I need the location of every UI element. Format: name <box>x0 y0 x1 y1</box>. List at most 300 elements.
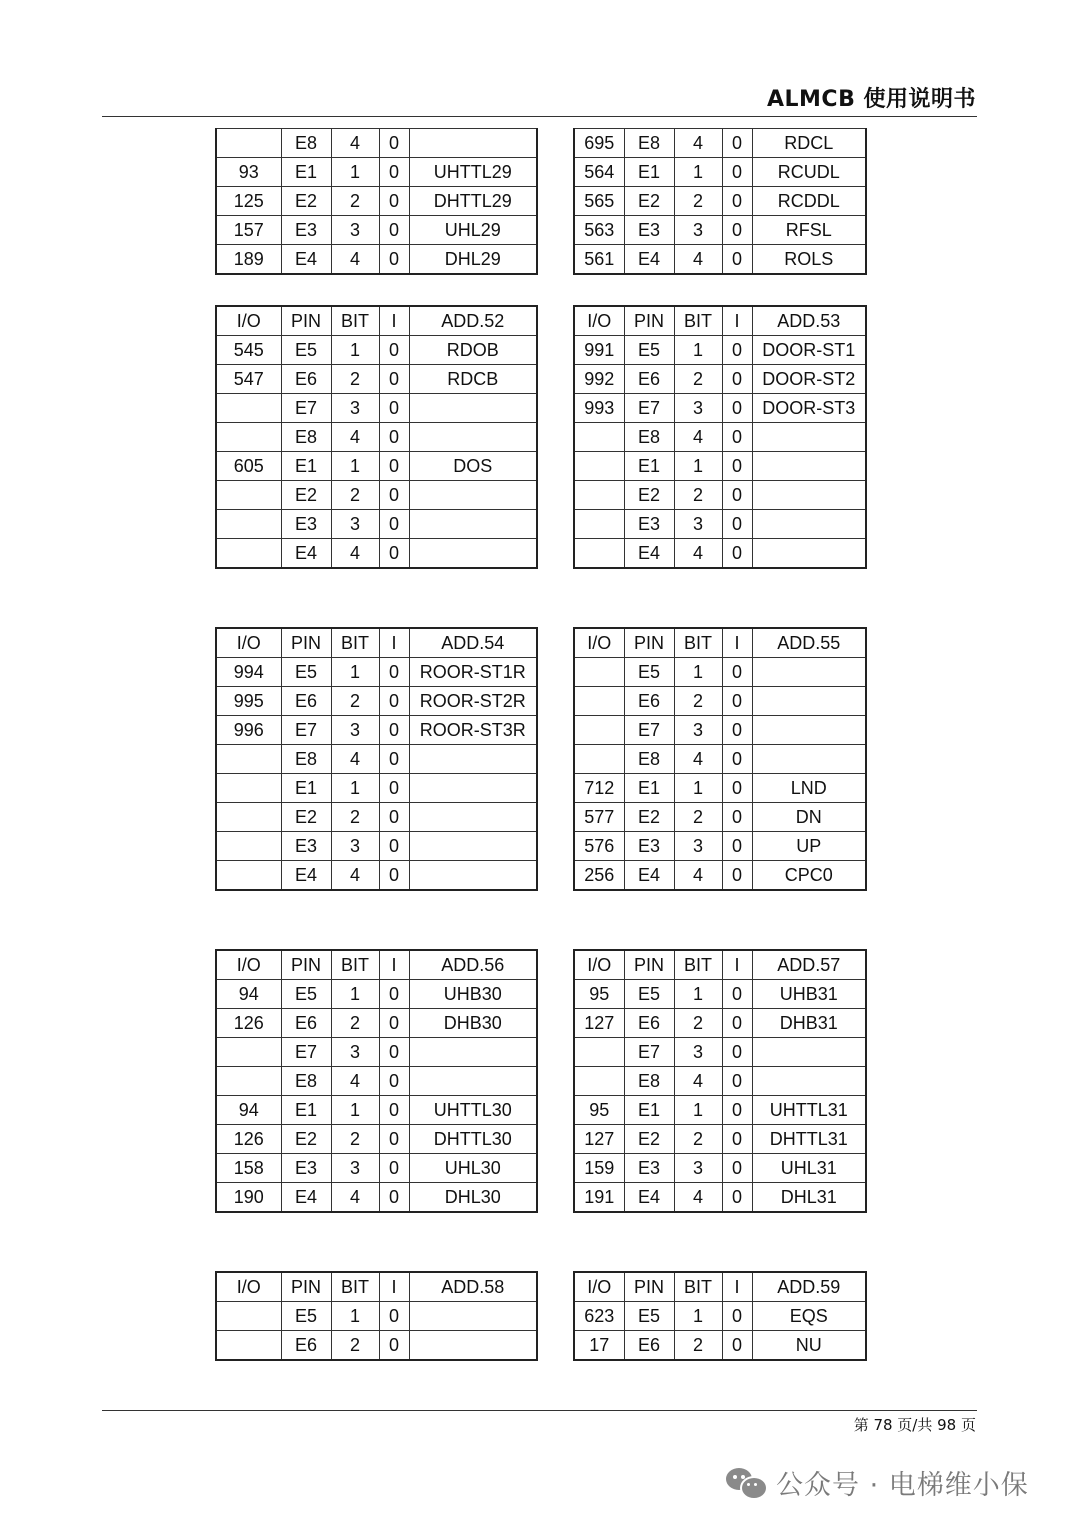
table-cell: LND <box>752 774 866 803</box>
table-cell: 0 <box>379 861 409 891</box>
table-cell: RDCL <box>752 129 866 158</box>
table-cell: DOOR-ST1 <box>752 336 866 365</box>
table-cell: 0 <box>722 187 752 216</box>
table-row <box>216 1331 537 1361</box>
table-cell: 190 <box>216 1183 281 1213</box>
table-cell <box>409 803 537 832</box>
table-row <box>216 1302 537 1331</box>
table-cell: NU <box>752 1331 866 1361</box>
io-table-add54 <box>215 627 538 891</box>
table-cell: E3 <box>281 216 331 245</box>
table-row <box>574 452 866 481</box>
table-cell: 0 <box>379 1096 409 1125</box>
table-cell: 1 <box>331 658 379 687</box>
table-cell: 3 <box>674 1038 722 1067</box>
table-cell <box>574 745 624 774</box>
table-cell: 0 <box>722 423 752 452</box>
table-cell: 0 <box>722 1125 752 1154</box>
table-cell: 159 <box>574 1154 624 1183</box>
table-cell: 0 <box>722 216 752 245</box>
table-cell: 0 <box>379 394 409 423</box>
table-cell: 0 <box>379 187 409 216</box>
table-row <box>574 980 866 1009</box>
table-cell: UP <box>752 832 866 861</box>
table-cell: 2 <box>331 803 379 832</box>
column-header: I <box>722 950 752 980</box>
table-cell: E3 <box>281 832 331 861</box>
table-cell: 95 <box>574 980 624 1009</box>
table-cell: E1 <box>624 158 674 187</box>
table-cell: 0 <box>379 832 409 861</box>
table-cell: 0 <box>722 832 752 861</box>
table-cell: 3 <box>331 1154 379 1183</box>
table-cell: E8 <box>624 129 674 158</box>
table-row <box>574 129 866 158</box>
io-table-add53 <box>573 305 867 569</box>
table-cell: E4 <box>281 539 331 569</box>
table-cell: 3 <box>331 216 379 245</box>
table-cell: 2 <box>331 481 379 510</box>
table-cell: DHB31 <box>752 1009 866 1038</box>
table-cell: 2 <box>674 365 722 394</box>
table-cell <box>409 1331 537 1361</box>
table-cell: 2 <box>331 687 379 716</box>
table-row <box>574 861 866 891</box>
table-cell <box>409 129 537 158</box>
address-header: ADD.57 <box>752 950 866 980</box>
table-cell: 0 <box>722 336 752 365</box>
table-cell: E2 <box>624 481 674 510</box>
table-cell: 0 <box>379 1009 409 1038</box>
table-row <box>216 832 537 861</box>
table-cell: 0 <box>722 774 752 803</box>
table-cell <box>409 745 537 774</box>
table-cell: E8 <box>624 1067 674 1096</box>
table-cell <box>752 716 866 745</box>
table-cell: 0 <box>379 745 409 774</box>
table-cell: 2 <box>331 1125 379 1154</box>
table-cell: 256 <box>574 861 624 891</box>
table-cell: 2 <box>331 1331 379 1361</box>
table-row <box>216 1067 537 1096</box>
table-cell: E1 <box>281 1096 331 1125</box>
table-cell: E1 <box>624 774 674 803</box>
table-cell: E8 <box>281 423 331 452</box>
table-row <box>216 774 537 803</box>
column-header: BIT <box>674 306 722 336</box>
table-cell: 2 <box>674 1331 722 1361</box>
table-cell: 1 <box>674 452 722 481</box>
table-cell: 0 <box>722 158 752 187</box>
table-cell <box>409 774 537 803</box>
table-cell <box>409 510 537 539</box>
column-header: I/O <box>216 1272 281 1302</box>
table-cell <box>216 861 281 891</box>
table-cell: 126 <box>216 1009 281 1038</box>
table-cell: 995 <box>216 687 281 716</box>
table-cell <box>409 861 537 891</box>
table-cell: 1 <box>331 158 379 187</box>
io-table-add52 <box>215 305 538 569</box>
table-cell: E7 <box>624 1038 674 1067</box>
table-cell: E6 <box>624 1009 674 1038</box>
table-cell <box>409 394 537 423</box>
table-cell: E4 <box>624 861 674 891</box>
table-cell: E8 <box>624 745 674 774</box>
table-row <box>574 336 866 365</box>
table-cell: 189 <box>216 245 281 275</box>
table-cell: ROOR-ST3R <box>409 716 537 745</box>
table-cell: E6 <box>281 365 331 394</box>
table-cell: 0 <box>722 861 752 891</box>
table-cell: 0 <box>379 1067 409 1096</box>
table-cell: 4 <box>331 539 379 569</box>
table-cell: E1 <box>281 158 331 187</box>
table-cell: E4 <box>624 245 674 275</box>
table-cell: 2 <box>331 365 379 394</box>
column-header: PIN <box>281 306 331 336</box>
table-cell: 577 <box>574 803 624 832</box>
table-row <box>574 423 866 452</box>
table-row <box>216 1183 537 1213</box>
table-cell: 3 <box>674 716 722 745</box>
table-cell: DHTTL30 <box>409 1125 537 1154</box>
table-cell: 2 <box>674 1009 722 1038</box>
table-cell: ROOR-ST1R <box>409 658 537 687</box>
table-cell: 994 <box>216 658 281 687</box>
table-cell: 1 <box>331 336 379 365</box>
address-header: ADD.52 <box>409 306 537 336</box>
table-cell: E4 <box>281 245 331 275</box>
table-cell: 4 <box>331 1183 379 1213</box>
table-cell: 3 <box>674 832 722 861</box>
table-row <box>216 1154 537 1183</box>
table-header-row <box>574 306 866 336</box>
table-cell: 0 <box>379 452 409 481</box>
table-cell: 0 <box>722 129 752 158</box>
table-cell: E7 <box>624 394 674 423</box>
table-cell: 0 <box>722 394 752 423</box>
table-cell: E6 <box>624 687 674 716</box>
column-header: PIN <box>281 1272 331 1302</box>
table-cell <box>216 481 281 510</box>
table-cell: 0 <box>379 1331 409 1361</box>
table-cell: E7 <box>281 394 331 423</box>
table-cell: 996 <box>216 716 281 745</box>
table-row <box>216 452 537 481</box>
table-cell <box>216 1331 281 1361</box>
watermark <box>726 1462 1029 1502</box>
table-cell: DHTTL31 <box>752 1125 866 1154</box>
table-row <box>574 1154 866 1183</box>
table-cell: UHL31 <box>752 1154 866 1183</box>
table-cell: 3 <box>674 216 722 245</box>
table-cell <box>752 510 866 539</box>
table-cell: E1 <box>281 774 331 803</box>
table-cell: DHB30 <box>409 1009 537 1038</box>
column-header: BIT <box>674 1272 722 1302</box>
table-cell: 4 <box>331 423 379 452</box>
table-cell: UHL29 <box>409 216 537 245</box>
table-cell <box>216 510 281 539</box>
table-cell: E8 <box>281 1067 331 1096</box>
table-cell: 2 <box>331 187 379 216</box>
table-cell: 0 <box>379 423 409 452</box>
table-cell: E7 <box>624 716 674 745</box>
table-cell: 127 <box>574 1125 624 1154</box>
table-cell: 993 <box>574 394 624 423</box>
table-cell: 605 <box>216 452 281 481</box>
table-cell: E4 <box>624 1183 674 1213</box>
table-row <box>574 774 866 803</box>
table-cell <box>216 394 281 423</box>
table-row <box>216 658 537 687</box>
table-row <box>574 245 866 275</box>
table-row <box>574 832 866 861</box>
table-cell: E8 <box>624 423 674 452</box>
table-cell: 93 <box>216 158 281 187</box>
table-row <box>216 539 537 569</box>
column-header: PIN <box>624 306 674 336</box>
table-row <box>216 803 537 832</box>
table-row <box>216 129 537 158</box>
table-cell: E5 <box>624 1302 674 1331</box>
table-cell: E5 <box>281 1302 331 1331</box>
table-cell: 564 <box>574 158 624 187</box>
table-cell: 0 <box>722 1067 752 1096</box>
table-cell: 0 <box>722 687 752 716</box>
column-header: I/O <box>216 950 281 980</box>
table-row <box>574 716 866 745</box>
column-header: BIT <box>674 628 722 658</box>
column-header: I <box>722 1272 752 1302</box>
table-cell: E2 <box>281 1125 331 1154</box>
table-cell: E1 <box>624 1096 674 1125</box>
table-cell <box>216 774 281 803</box>
table-cell <box>409 1038 537 1067</box>
table-row <box>216 687 537 716</box>
table-cell <box>216 803 281 832</box>
table-cell <box>216 832 281 861</box>
table-row <box>216 365 537 394</box>
table-cell: 0 <box>379 129 409 158</box>
table-cell: 0 <box>379 1302 409 1331</box>
table-cell <box>409 539 537 569</box>
wechat-icon <box>726 1466 766 1498</box>
table-cell: 94 <box>216 1096 281 1125</box>
table-cell: 0 <box>379 1154 409 1183</box>
table-cell: 2 <box>674 687 722 716</box>
watermark-text: 公众号 · 电梯维小保 <box>776 1469 1029 1501</box>
table-row <box>216 861 537 891</box>
column-header: BIT <box>674 950 722 980</box>
table-row <box>216 423 537 452</box>
table-cell: 0 <box>379 365 409 394</box>
table-row <box>574 187 866 216</box>
table-cell: E3 <box>624 832 674 861</box>
table-cell: UHTTL29 <box>409 158 537 187</box>
column-header: I/O <box>574 628 624 658</box>
table-row <box>216 158 537 187</box>
table-cell: 0 <box>379 158 409 187</box>
table-cell <box>216 129 281 158</box>
io-table-add58 <box>215 1271 538 1361</box>
table-cell: 191 <box>574 1183 624 1213</box>
column-header: I/O <box>216 306 281 336</box>
table-cell: DOOR-ST3 <box>752 394 866 423</box>
table-cell: 158 <box>216 1154 281 1183</box>
table-cell <box>574 658 624 687</box>
table-cell: 0 <box>722 245 752 275</box>
table-cell <box>574 423 624 452</box>
column-header: PIN <box>281 628 331 658</box>
table-cell: 0 <box>379 716 409 745</box>
table-row <box>574 658 866 687</box>
table-cell: 94 <box>216 980 281 1009</box>
table-row <box>216 745 537 774</box>
table-header-row <box>574 1272 866 1302</box>
table-cell: UHB31 <box>752 980 866 1009</box>
column-header: I <box>722 306 752 336</box>
table-cell: 0 <box>379 980 409 1009</box>
table-cell: E4 <box>281 1183 331 1213</box>
table-row <box>216 336 537 365</box>
io-table-add55 <box>573 627 867 891</box>
table-cell: ROOR-ST2R <box>409 687 537 716</box>
column-header: I/O <box>574 1272 624 1302</box>
header-divider <box>102 116 977 117</box>
table-cell: E8 <box>281 129 331 158</box>
table-row <box>574 1125 866 1154</box>
table-cell <box>574 452 624 481</box>
table-cell: 0 <box>722 658 752 687</box>
table-cell: 0 <box>722 452 752 481</box>
table-cell: 1 <box>331 1096 379 1125</box>
table-header-row <box>216 1272 537 1302</box>
table-cell: 4 <box>674 423 722 452</box>
table-cell: RDCB <box>409 365 537 394</box>
column-header: I <box>722 628 752 658</box>
table-cell: 0 <box>379 1038 409 1067</box>
table-cell <box>574 687 624 716</box>
table-cell <box>216 1038 281 1067</box>
table-cell: 0 <box>722 1183 752 1213</box>
footer-divider <box>102 1410 977 1411</box>
table-cell: 0 <box>722 481 752 510</box>
table-cell: RCDDL <box>752 187 866 216</box>
table-cell <box>574 1038 624 1067</box>
table-cell: 3 <box>331 832 379 861</box>
table-cell: 0 <box>722 1154 752 1183</box>
column-header: BIT <box>331 628 379 658</box>
table-cell: 1 <box>331 774 379 803</box>
table-cell: E5 <box>624 336 674 365</box>
table-row <box>216 1038 537 1067</box>
table-cell: 4 <box>331 129 379 158</box>
table-cell: 0 <box>722 745 752 774</box>
table-cell: 0 <box>722 1096 752 1125</box>
table-cell: EQS <box>752 1302 866 1331</box>
table-cell <box>216 1302 281 1331</box>
table-cell: E3 <box>281 510 331 539</box>
table-cell: 0 <box>379 539 409 569</box>
address-header: ADD.55 <box>752 628 866 658</box>
table-cell: E2 <box>281 803 331 832</box>
table-cell: 712 <box>574 774 624 803</box>
table-cell <box>752 481 866 510</box>
table-cell: 0 <box>379 245 409 275</box>
table-cell: 1 <box>331 1302 379 1331</box>
table-cell: 1 <box>674 1302 722 1331</box>
table-cell: E3 <box>624 216 674 245</box>
table-cell <box>752 539 866 569</box>
table-cell: DOS <box>409 452 537 481</box>
table-row <box>216 1009 537 1038</box>
table-cell <box>752 745 866 774</box>
table-cell: E2 <box>624 1125 674 1154</box>
table-cell: DHL29 <box>409 245 537 275</box>
address-header: ADD.59 <box>752 1272 866 1302</box>
table-cell <box>574 539 624 569</box>
table-cell: E6 <box>281 1331 331 1361</box>
table-cell <box>409 1302 537 1331</box>
table-cell: DHTTL29 <box>409 187 537 216</box>
table-cell: 623 <box>574 1302 624 1331</box>
table-cell: 0 <box>379 774 409 803</box>
table-cell: 0 <box>722 510 752 539</box>
table-cell: E3 <box>624 1154 674 1183</box>
address-header: ADD.56 <box>409 950 537 980</box>
table-cell: 0 <box>722 980 752 1009</box>
table-cell: 563 <box>574 216 624 245</box>
table-cell: 565 <box>574 187 624 216</box>
table-cell: 0 <box>379 510 409 539</box>
table-cell: 127 <box>574 1009 624 1038</box>
table-cell: E2 <box>281 481 331 510</box>
table-cell: 0 <box>379 336 409 365</box>
column-header: I/O <box>216 628 281 658</box>
address-header: ADD.53 <box>752 306 866 336</box>
table-cell: 0 <box>379 658 409 687</box>
table-row <box>216 187 537 216</box>
table-cell <box>752 452 866 481</box>
table-cell: ROLS <box>752 245 866 275</box>
table-cell <box>216 1067 281 1096</box>
table-cell: E2 <box>624 187 674 216</box>
table-row <box>216 245 537 275</box>
table-cell: E4 <box>624 539 674 569</box>
table-row <box>574 394 866 423</box>
table-cell: E2 <box>624 803 674 832</box>
table-cell <box>216 539 281 569</box>
table-cell: 4 <box>331 1067 379 1096</box>
table-row <box>574 1009 866 1038</box>
table-row <box>574 1038 866 1067</box>
table-cell: RFSL <box>752 216 866 245</box>
table-cell <box>752 687 866 716</box>
table-cell: 126 <box>216 1125 281 1154</box>
table-cell: 4 <box>674 861 722 891</box>
table-cell: 1 <box>331 452 379 481</box>
table-cell: 0 <box>379 1125 409 1154</box>
table-row <box>216 716 537 745</box>
table-cell: RCUDL <box>752 158 866 187</box>
table-cell: 0 <box>722 1331 752 1361</box>
table-cell: E5 <box>624 658 674 687</box>
column-header: PIN <box>624 628 674 658</box>
table-cell <box>752 658 866 687</box>
table-cell: DHL31 <box>752 1183 866 1213</box>
